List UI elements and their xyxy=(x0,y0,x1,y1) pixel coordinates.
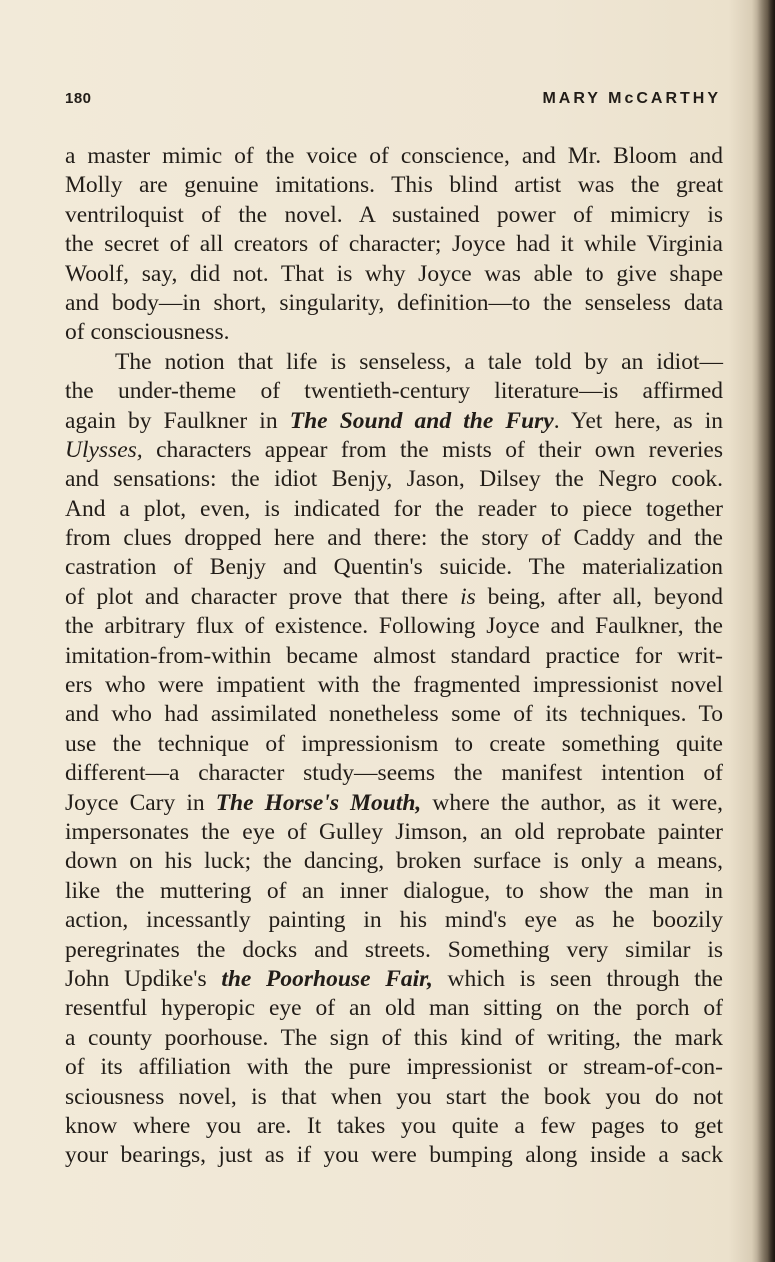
book-title: Ulysses, xyxy=(65,436,143,463)
text-line: from clues dropped here and there: the story of Caddy and the xyxy=(65,525,723,552)
text-run: where the author, as it were, xyxy=(421,789,723,816)
text-line: your bearings, just as if you were bumping along inside a sack xyxy=(65,1142,723,1169)
text-line: ers who were impatient with the fragmented impressionist novel xyxy=(65,672,723,699)
book-title: The Horse's Mouth, xyxy=(215,789,422,816)
text-line: Molly are genuine imitations. This blind artist was the great xyxy=(65,172,723,199)
text-line: And a plot, even, is indicated for the reader to piece together xyxy=(65,495,723,522)
text-line: of its affiliation with the pure impressionist or stream-of-con- xyxy=(65,1054,723,1081)
text-run: again by Faulkner in xyxy=(65,407,290,434)
text-line: imitation-from-within became almost standard practice for writ- xyxy=(65,642,723,669)
text-line: and body—in short, singularity, definition—to the senseless data xyxy=(65,289,723,316)
text-line: sciousness novel, is that when you start the book you do not xyxy=(65,1083,723,1110)
body-text xyxy=(65,142,723,1171)
page-number: 180 xyxy=(65,90,92,107)
paragraph-start-line: The notion that life is senseless, a tale told by an idiot— xyxy=(115,348,723,375)
text-run: . Yet here, as in xyxy=(553,407,723,434)
emphasis: is xyxy=(460,583,476,610)
text-run: Joyce Cary in xyxy=(65,789,216,816)
text-line: castration of Benjy and Quentin's suicide. The materialization xyxy=(65,554,723,581)
author-running-head: MARY McCARTHY xyxy=(542,90,721,107)
book-title: The Sound and the Fury xyxy=(289,407,554,434)
running-head xyxy=(65,90,721,114)
text-line: the secret of all creators of character; Joyce had it while Virginia xyxy=(65,231,723,258)
text-line xyxy=(65,789,723,818)
page-gutter-shadow xyxy=(757,0,775,1262)
text-line xyxy=(65,407,723,436)
text-line: and who had assimilated nonetheless some of its techniques. To xyxy=(65,701,723,728)
text-run: John Updike's xyxy=(65,965,222,992)
text-line: of consciousness. xyxy=(65,319,230,346)
text-line: down on his luck; the dancing, broken surface is only a means, xyxy=(65,848,723,875)
text-line: a master mimic of the voice of conscience, and Mr. Bloom and xyxy=(65,143,723,169)
text-line: like the muttering of an inner dialogue, to show the man in xyxy=(65,877,723,904)
text-line: a county poorhouse. The sign of this kind of writing, the mark xyxy=(65,1024,723,1051)
text-line: the arbitrary flux of existence. Following Joyce and Faulkner, the xyxy=(65,613,723,640)
text-line: action, incessantly painting in his mind's eye as he boozily xyxy=(65,907,723,934)
text-run: characters appear from the mists of their own reveries xyxy=(142,436,723,463)
text-line: impersonates the eye of Gulley Jimson, an old reprobate painter xyxy=(65,818,723,845)
text-run: of plot and character prove that there xyxy=(65,583,461,610)
text-line xyxy=(65,583,723,612)
text-line: use the technique of impressionism to create something quite xyxy=(65,730,723,757)
text-line: peregrinates the docks and streets. Something very similar is xyxy=(65,936,723,963)
text-line xyxy=(65,965,723,994)
text-line: ventriloquist of the novel. A sustained power of mimicry is xyxy=(65,201,723,228)
text-line: know where you are. It takes you quite a few pages to get xyxy=(65,1112,723,1139)
text-line xyxy=(65,436,723,465)
text-line: Woolf, say, did not. That is why Joyce was able to give shape xyxy=(65,260,723,287)
text-run: which is seen through the xyxy=(432,965,723,992)
book-title: the Poorhouse Fair, xyxy=(221,965,433,992)
text-line: resentful hyperopic eye of an old man sitting on the porch of xyxy=(65,995,723,1022)
text-run: being, after all, beyond xyxy=(475,583,724,610)
text-line: and sensations: the idiot Benjy, Jason, Dilsey the Negro cook. xyxy=(65,466,723,493)
text-line: different—a character study—seems the manifest intention of xyxy=(65,760,723,787)
text-line: the under-theme of twentieth-century literature—is affirmed xyxy=(65,378,723,405)
